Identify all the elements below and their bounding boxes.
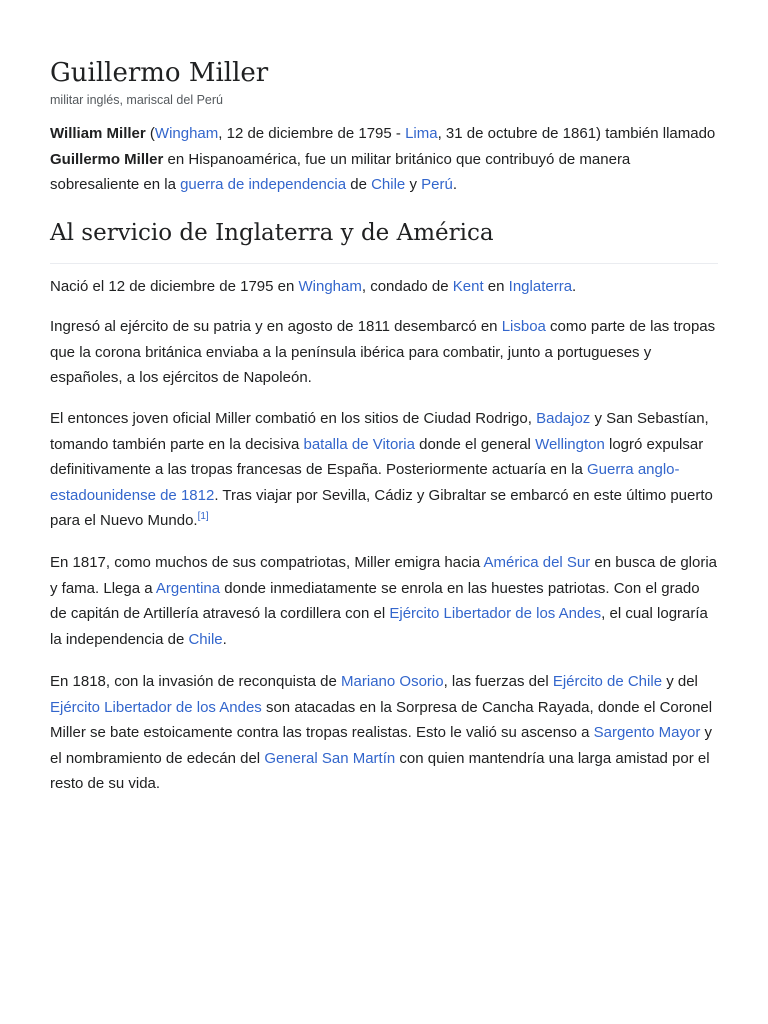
link-batalla-vitoria[interactable]: batalla de Vitoria (303, 435, 415, 453)
link-inglaterra[interactable]: Inglaterra (508, 278, 573, 295)
text: En 1817, como muchos de sus compatriotas, Miller emigra hacia (50, 554, 484, 571)
link-america-del-sur[interactable]: América del Sur (483, 554, 591, 571)
bold-alias: Guillermo Miller (50, 150, 164, 168)
link-sargento-mayor[interactable]: Sargento Mayor (593, 724, 701, 741)
paragraph-birth (50, 274, 720, 300)
link-ejercito-libertador-andes[interactable]: Ejército Libertador de los Andes (50, 698, 262, 716)
text: son atacadas en la Sorpresa de Cancha Rayada, donde el Coronel Miller se bate estoicamente contra las tropas realistas. Esto le valió su ascenso a (50, 698, 713, 741)
text: . (222, 630, 227, 648)
page-title: Guillermo Miller (50, 58, 269, 88)
text: ( (145, 125, 155, 142)
text: Nació el 12 de diciembre de 1795 en (50, 278, 299, 295)
bold-name: William Miller (50, 125, 146, 142)
text: , el cual lograría la independencia de (50, 605, 708, 648)
text: en (483, 278, 509, 295)
text: Ingresó al ejército de su patria y en agosto de 1811 desembarcó en (50, 318, 502, 335)
link-wingham[interactable]: Wingham (154, 125, 219, 142)
link-ejercito-libertador-andes[interactable]: Ejército Libertador de los Andes (389, 605, 602, 622)
page-description: militar inglés, mariscal del Perú (50, 93, 223, 107)
link-chile[interactable]: Chile (188, 630, 223, 648)
link-chile[interactable]: Chile (371, 176, 406, 193)
link-peru[interactable]: Perú (421, 176, 453, 193)
link-wellington[interactable]: Wellington (535, 435, 605, 453)
text: y el nombramiento de edecán del (50, 724, 713, 767)
lead-paragraph (50, 121, 720, 198)
text: con quien mantendría una larga amistad por el resto de su vida. (50, 749, 710, 792)
section-heading: Al servicio de Inglaterra y de América (50, 220, 494, 246)
text: en Hispanoamérica, fue un militar británico que contribuyó de manera sobresaliente en la (50, 150, 631, 193)
text: , condado de (361, 278, 453, 295)
text: En 1818, con la invasión de reconquista de (50, 673, 342, 690)
link-guerra-1812[interactable]: Guerra anglo-estadounidense de 1812 (50, 461, 680, 504)
paragraph-army (50, 314, 720, 391)
text: y del (662, 673, 698, 690)
link-ejercito-chile[interactable]: Ejército de Chile (552, 673, 663, 690)
text: donde inmediatamente se enrola en las huestes patriotas. Con el grado de capitán de Artillería atravesó la cordillera con el (50, 579, 700, 622)
link-argentina[interactable]: Argentina (155, 579, 221, 597)
link-mariano-osorio[interactable]: Mariano Osorio (341, 673, 444, 690)
text: donde el general (414, 435, 536, 453)
text: . (452, 176, 457, 193)
link-badajoz[interactable]: Badajoz (536, 410, 591, 427)
text: y (405, 176, 422, 193)
text: El entonces joven oficial Miller combatió en los sitios de Ciudad Rodrigo, (50, 410, 537, 427)
text: , 31 de octubre de 1861) también llamado (437, 125, 716, 142)
text: y San Sebastían, tomando también parte en la decisiva (50, 410, 709, 453)
text: de (346, 176, 372, 193)
text: logró expulsar definitivamente a las tropas francesas de España. Posteriormente actuaría en la (50, 435, 704, 478)
section-divider (50, 263, 718, 264)
text: , 12 de diciembre de 1795 - (218, 125, 406, 142)
link-lima[interactable]: Lima (405, 125, 438, 142)
text: , las fuerzas del (443, 673, 553, 690)
paragraph-campaigns (50, 406, 720, 534)
text: como parte de las tropas que la corona británica enviaba a la península ibérica para combatir, junto a portugueses y españoles, a los ejércitos de Napoleón. (50, 318, 716, 386)
link-kent[interactable]: Kent (452, 278, 484, 295)
link-lisboa[interactable]: Lisboa (501, 318, 546, 335)
text: en busca de gloria y fama. Llega a (50, 554, 718, 597)
text: . (572, 278, 577, 295)
link-wingham[interactable]: Wingham (298, 278, 362, 295)
reference-link[interactable]: [1] (197, 511, 209, 522)
link-guerra-independencia[interactable]: guerra de independencia (180, 176, 347, 193)
paragraph-south-america (50, 550, 720, 652)
link-general-san-martin[interactable]: General San Martín (264, 749, 396, 767)
paragraph-1818 (50, 669, 720, 797)
text: . Tras viajar por Sevilla, Cádiz y Gibraltar se embarcó en este último puerto para el Nuevo Mundo. (50, 486, 713, 529)
